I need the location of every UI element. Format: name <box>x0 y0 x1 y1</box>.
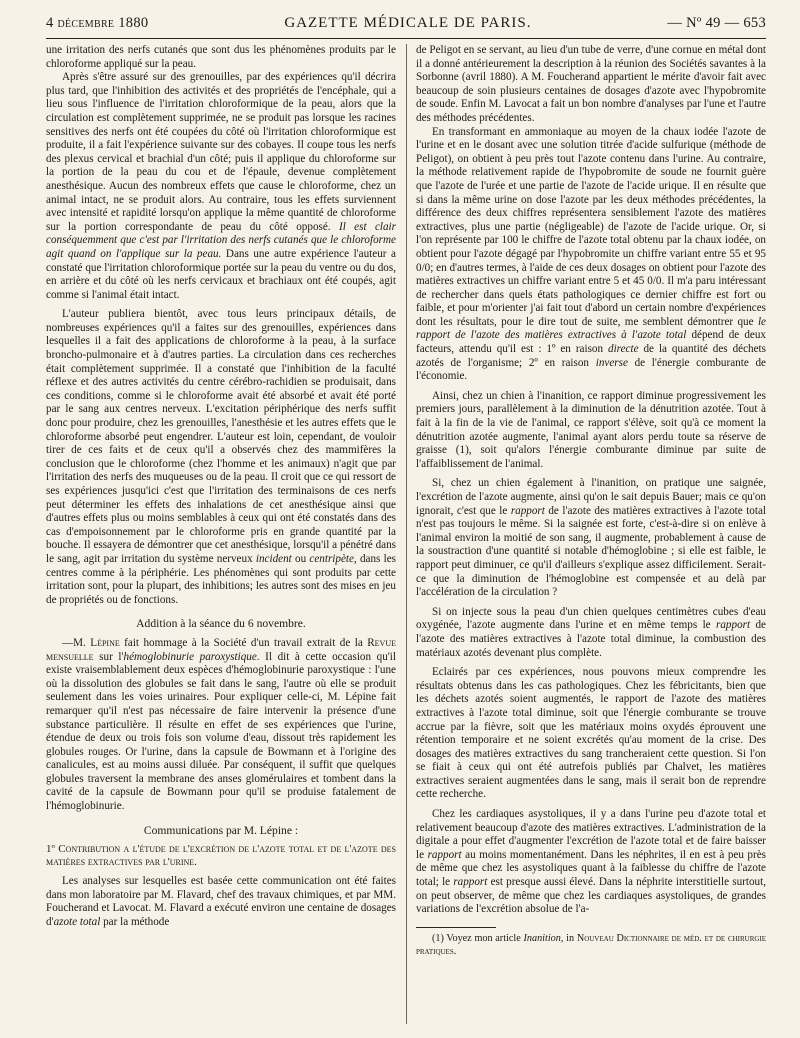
text-run: sur l' <box>99 650 124 663</box>
paragraph <box>46 637 396 814</box>
right-column <box>416 44 766 1024</box>
italic-run: hémoglobinurie paroxystique <box>123 650 257 663</box>
text-run: (1) Voyez mon article <box>432 932 521 944</box>
italic-run: Inanition, <box>523 932 564 944</box>
section-heading-communications: Communications par M. Lépine : <box>143 823 299 837</box>
italic-run: rapport <box>716 619 751 632</box>
header-date: 4 décembre 1880 <box>46 14 149 31</box>
italic-run: rapport <box>510 504 545 517</box>
paragraph <box>46 71 396 302</box>
paragraph <box>416 477 766 599</box>
text-run: de la quantité des déchets azotés de l'organisme; 2º en raison <box>416 343 766 369</box>
text-run: par la méthode <box>103 916 170 929</box>
paragraph: une irritation des nerfs cutanés que sont dus les phénomènes produits par le chloroforme appliqué sur la peau. <box>46 44 396 70</box>
header-title: GAZETTE MÉDICALE DE PARIS. <box>284 14 532 31</box>
header-issue-page: — Nº 49 — 653 <box>667 14 766 31</box>
paragraph: Eclairés par ces expériences, nous pouvons mieux comprendre les résultats obtenus dans les cas pathologiques. Chez les fébricitants, bien que les déchets azotés soient augmentés, le rapport de l'azote des matières extractives à l'azote total diminue, soit que l'énergie comburante se trouve accrue par la fièvre, soit que les matériaux moins oxydés éprouvent une rétention temporaire et ne soient excrétés qu'au moment de la crise. Des dosages des matières extractives du sang trancheraient cette question. Si l'on se fiait à ceux qui ont été autrefois publiés par Chalvet, les matières extractives seraient augmentées dans le sang, mais il serait bon de reprendre cette recherche. <box>416 666 766 801</box>
italic-run: le rapport de l'azote des matières extractives à l'azote total <box>416 315 766 342</box>
text-run: Si on injecte sous la peau d'un chien quelques centimètres cubes d'eau oxygénée, l'azote augmente dans l'urine et en même temps le <box>416 605 766 632</box>
text-run: de l'azote des matières extractives à l'azote total n'est pas toujours le même. Si la saignée est forte, c'est-à-dire si on enlève à l'animal environ la moitié de son sang, il augmente, probablement à cause de la soustraction d'une quantité si notable d'hémoglobine ; si elle est faible, le rapport peut diminuer, ce qu'il d'ailleurs s'explique assez difficilement. Serait-ce que la diminution de l'hémoglobine est compensée et au delà par l'accélération de la circulation ? <box>416 504 766 599</box>
italic-run: Il est clair conséquemment que c'est par l'irritation des nerfs cutanés que le chloroforme agit quand on l'applique sur la peau. <box>46 220 396 260</box>
text-run: Après s'être assuré sur des grenouilles, par des expériences qu'il décrira plus tard, que l'inhibition des activités et des propriétés de l'encéphale, qui a lieu sous l'influence de l'irritation chloroformique de la peau, alors que la circulation est complètement supprimée, ne se produit pas lorsque les racines sensitives des nerfs ont été coupées du côté où l'irritation chloroformique est produite, il a fait l'expérience suivante sur des cobayes. Il coupe tous les nerfs des plexus cervical et brachial d'un côté; puis il applique du chloroforme sur la portion de la peau du cou et de l'épaule, devenue complètement anesthésique. Aucun des nombreux effets que cause le chloroforme, chez un animal intact, ne se produit alors. Au contraire, tous les effets surviennent avec intensité et rapidité lorsqu'on applique la même quantité de chloroforme sur la portion correspondante de peau du côté opposé. <box>46 71 396 233</box>
paragraph <box>416 808 766 917</box>
paragraph <box>416 126 766 384</box>
italic-run: rapport <box>453 876 488 889</box>
journal-name: Revue mensuelle <box>46 636 396 663</box>
text-run: dans les centres comme à la périphérie. Les phénomènes qui sont produits par cette irritation sont, pour la plupart, des inhibitions; les autres sont des mises en jeu de propriétés ou de fonctions. <box>46 552 396 606</box>
text-run: fait hommage à la Société d'un travail extrait de la <box>124 636 363 649</box>
text-run: L'auteur publiera bientôt, avec tous leurs principaux détails, de nombreuses expériences qu'il a faites sur des grenouilles, expériences dans lesquelles il a fait des applications de chloroforme à la peau, à la surface broncho-pulmonaire et à d'autres parties. La circulation dans ces recherches était complètement supprimée. Il a constaté que l'inhibition de la faculté réflexe et des autres activités du centre cérébro-rachidien se produisait, dans ces conditions, comme si le chloroforme avait été absorbé et avait été porté par le sang aux centres nerveux. L'excitation périphérique des nerfs suffit donc pour produire, chez les grenouilles, l'anesthésie et les autres effets que le chloroforme absorbé peut engendrer. L'auteur est loin, cependant, de vouloir tirer de ces faits et de ceux qu'il a observés chez des mammifères la conclusion que le chloroforme (chez l'homme et les animaux) n'agit que par l'irritation des nerfs des muqueuses ou de la peau. Il croit que ce qui ressort de ses expériences jusqu'ici c'est que l'irritation des terminaisons de ces nerfs peut déterminer les effets des inhalations de cet anesthésique ainsi que d'autres effets plus ou moins semblables à ceux qui ont été constatés dans des cas d'empoisonnement par le chloroforme pris en grande quantité par la bouche. Il essayera de démontrer que cet anesthésique, lorsqu'il a pénétré dans le sang, agit par irritation du système nerveux <box>46 308 396 565</box>
article-subheading: 1º Contribution a l'étude de l'excrétion de l'azote total et de l'azote des matières extractives par l'urine. <box>46 843 396 869</box>
text-run: est presque aussi élevé. Dans la néphrite interstitielle surtout, on peut observer, de même que chez les cardiaques asystoliques, de grandes variations de l'excrétion absolue de l'a- <box>416 876 766 916</box>
dictionary-title: Nouveau Dictionnaire de méd. et de chirurgie pratiques. <box>416 932 766 957</box>
column-divider <box>406 44 407 1024</box>
text-run: Si, chez un chien également à l'inanition, on pratique une saignée, l'excrétion de l'azote augmente, ainsi qu'on le sait depuis Bauer; mais ce qu'on ignorait, c'est que le <box>416 477 766 517</box>
paragraph: de Peligot en se servant, au lieu d'un tube de verre, d'une cornue en métal dont il a donné antérieurement la description à la réunion des Sociétés savantes à la Sorbonne (avril 1880). A M. Foucherand appartient le mérite d'avoir fait avec beaucoup de soin plusieurs centaines de dosages d'azote avec l'hypobromite de soude. Enfin M. Lavocat a fait un bon nombre d'analyses par l'une et l'autre des méthodes précédentes. <box>416 44 766 124</box>
italic-run: azote total <box>53 916 101 929</box>
text-run: Les analyses sur lesquelles est basée cette communication ont été faites dans mon laboratoire par M. Flavard, chef des travaux chimiques, et par MM. Foucherand et Lavocat. M. Flavard a exécuté environ une centaine de dosages d' <box>46 875 396 929</box>
author-name: —M. Lépine <box>62 636 120 649</box>
paragraph <box>46 875 396 929</box>
section-heading-addition: Addition à la séance du 6 novembre. <box>136 617 306 631</box>
text-run: En transformant en ammoniaque au moyen de la chaux iodée l'azote de l'urine et en le dosant avec une solution titrée d'acide sulfurique (méthode de Peligot), on obtient à peu près tout l'azote contenu dans l'urine. Au contraire, la méthode relativement rapide de l'hypobromite de soude ne fournit guère que l'azote de l'urée et une partie de l'azote de l'acide urique. Il en résulte que si dans la même urine on dose l'azote par les deux méthodes précédentes, la différence des deux chiffres représentera sensiblement l'azote des matières extractives, plus une partie (négligeable) de l'azote de l'acide urique. Or, si l'on représente par 100 le chiffre de l'azote total obtenu par la chaux iodée, on obtient pour l'azote dégagé par l'hypobromite un chiffre variant entre 55 et 95 0/0; en d'autres termes, à l'aide de ces deux dosages on obtient pour l'azote des matières extractives un chiffre variant entre 5 et 45 0/0. Il m'a paru intéressant de rechercher dans quels états pathologiques ce dernier chiffre est fort ou faible, et pour m'orienter j'ai fait tout d'abord un certain nombre d'expériences dont les résultats, pour le dire tout de suite, me semblent démontrer que <box>416 125 766 328</box>
paragraph <box>46 308 396 607</box>
footnote <box>416 933 766 959</box>
text-run: au moins momentanément. Dans les néphrites, il en est à peu près de même que chez les asystoliques quant à la faiblesse du chiffre de l'azote total; le <box>416 848 766 889</box>
text-run: dépend de deux facteurs, attendu qu'il est : 1º en raison <box>416 329 766 356</box>
text-run: de l'énergie comburante de l'économie. <box>416 356 766 383</box>
footnote-rule <box>416 927 496 928</box>
page-header <box>46 10 766 36</box>
paragraph <box>416 606 766 660</box>
italic-run: inverse <box>595 356 628 369</box>
header-rule <box>46 38 766 39</box>
italic-run: incident <box>255 552 292 565</box>
paragraph: Ainsi, chez un chien à l'inanition, ce rapport diminue progressivement les premiers jours, parallèlement à la diminution de la dénutrition azotée. Tout à fait à la fin de la vie de l'animal, ce rapport s'élève, soit qu'à ce moment la dénutrition azotée augmente, l'animal ayant alors perdu toute sa réserve de graisse (1), soit qu'alors l'énergie comburante diminue par suite de l'affaiblissement de l'animal. <box>416 389 766 470</box>
text-run: ou <box>295 552 307 565</box>
text-run: Chez les cardiaques asystoliques, il y a dans l'urine peu d'azote total et relativement beaucoup d'azote des matières extractives. L'administration de la digitale a pour effet d'augmenter l'excrétion de l'azote total et de faire baisser le <box>416 808 766 861</box>
text-run: . Il dit à cette occasion qu'il existe vraisemblablement deux espèces d'hémoglobinurie paroxystique : l'une où la dissolution des globules se fait dans le sang, l'autre où elle se produit seulement dans les voies urinaires. Pour expliquer celle-ci, M. Lépine fait remarquer qu'il n'est pas nécessaire de faire intervenir la présence d'une substance particulière. Il résulte en effet de ses expériences que l'urine, étendue de deux ou trois fois son volume d'eau, dissout très rapidement les globules rouges. Or l'urine, dans la capsule de Bowmann et à l'origine des canalicules, est au moins aussi diluée. Par conséquent, il suffit que quelques globules traversent la membrane des anses glomérulaires et tombent dans la cavité de la capsule de Bowmann pour qu'il se produise fatalement de l'hémoglobinurie. <box>46 650 396 813</box>
italic-run: rapport <box>427 848 462 861</box>
italic-run: directe <box>608 343 639 356</box>
text-run: in <box>566 932 575 944</box>
text-run: de l'azote des matières extractives à l'azote total diminue, la combustion des matériaux azotés devenant plus complète. <box>416 619 766 659</box>
text-run: Dans une autre expérience l'auteur a constaté que l'irritation chloroformique portée sur la peau du ventre ou du dos, en arrière et du côté où les nerfs cervicaux et brachiaux ont été coupés, agit comme si l'animal était intact. <box>46 247 396 301</box>
left-column <box>46 44 396 1024</box>
italic-run: centripète, <box>309 552 357 565</box>
